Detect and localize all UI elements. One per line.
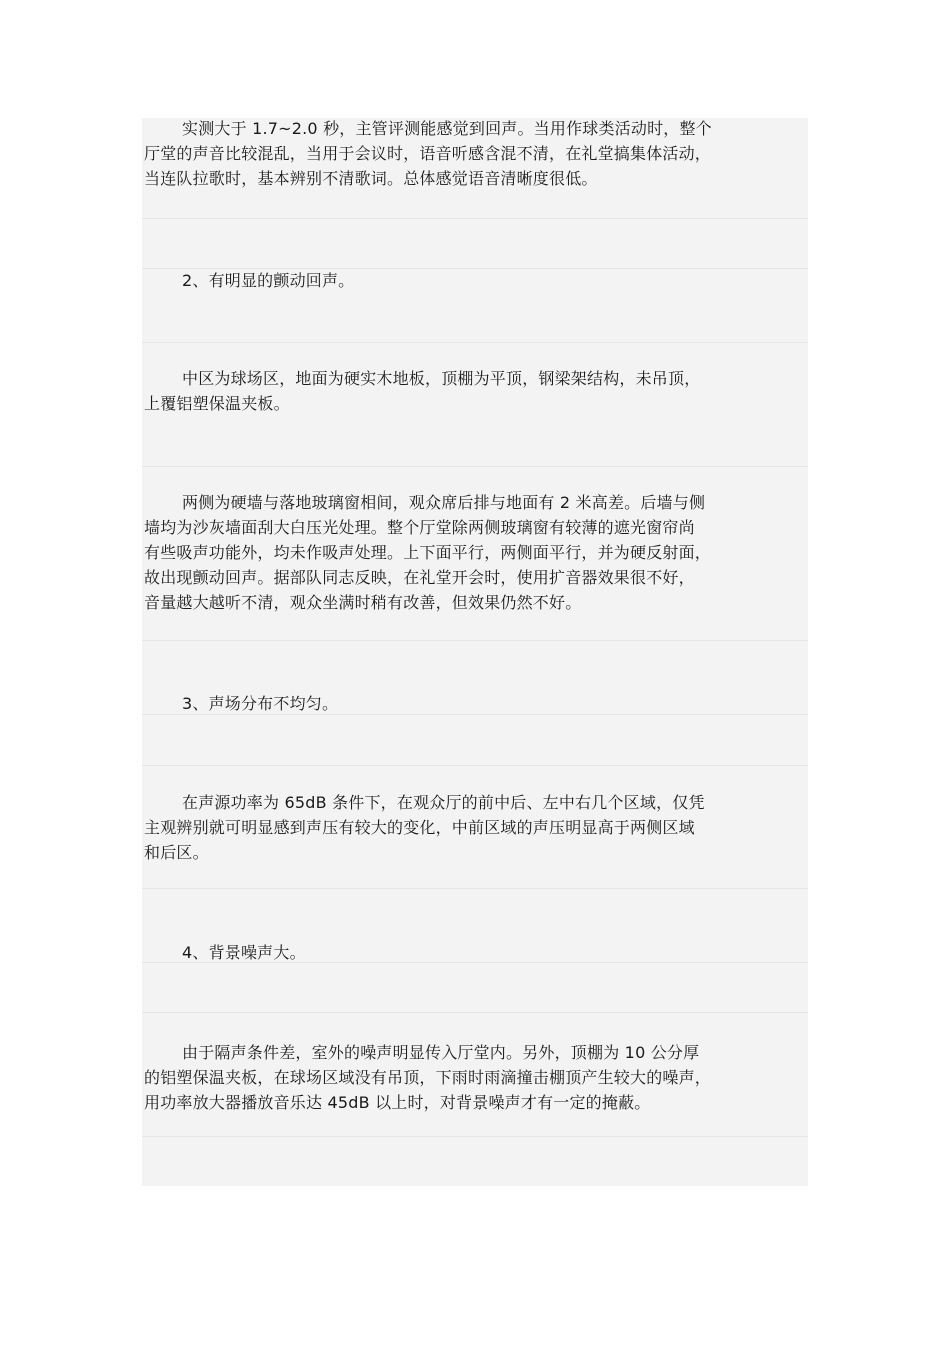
text-line: 墙均为沙灰墙面刮大白压光处理。整个厅堂除两侧玻璃窗有较薄的遮光窗帘尚 <box>144 518 695 537</box>
heading-text: 4、背景噪声大。 <box>182 943 306 962</box>
text-line: 两侧为硬墙与落地玻璃窗相间，观众席后排与地面有 2 米高差。后墙与侧 <box>182 493 706 512</box>
divider <box>142 1012 808 1013</box>
divider <box>142 640 808 641</box>
text-line: 故出现颤动回声。据部队同志反映，在礼堂开会时，使用扩音器效果很不好， <box>144 568 695 587</box>
divider <box>142 1136 808 1137</box>
paragraph-court-area <box>144 366 794 416</box>
text-line: 上覆铝塑保温夹板。 <box>144 394 290 413</box>
text-line: 实测大于 1.7~2.0 秒，主管评测能感觉到回声。当用作球类活动时，整个 <box>182 119 712 138</box>
text-line: 由于隔声条件差，室外的噪声明显传入厅堂内。另外，顶棚为 10 公分厚 <box>182 1043 700 1062</box>
text-line: 中区为球场区，地面为硬实木地板，顶棚为平顶，钢梁架结构，未吊顶， <box>182 369 701 388</box>
section-heading-flutter-echo <box>144 268 794 293</box>
divider <box>142 342 808 343</box>
text-line: 主观辨别就可明显感到声压有较大的变化，中前区域的声压明显高于两侧区域 <box>144 818 695 837</box>
section-heading-sound-field <box>144 691 794 716</box>
text-line: 在声源功率为 65dB 条件下，在观众厅的前中后、左中右几个区域，仅凭 <box>182 793 705 812</box>
text-line: 音量越大越听不清，观众坐满时稍有改善，但效果仍然不好。 <box>144 593 582 612</box>
section-heading-background-noise <box>144 940 794 965</box>
paragraph-reverberation <box>144 116 794 191</box>
text-line: 当连队拉歌时，基本辨别不清歌词。总体感觉语音清晰度很低。 <box>144 169 598 188</box>
text-line: 和后区。 <box>144 843 209 862</box>
divider <box>142 466 808 467</box>
text-line: 用功率放大器播放音乐达 45dB 以上时，对背景噪声才有一定的掩蔽。 <box>144 1093 651 1112</box>
paragraph-noise-insulation <box>144 1040 794 1115</box>
paragraph-sound-pressure <box>144 790 794 865</box>
heading-text: 2、有明显的颤动回声。 <box>182 271 355 290</box>
heading-text: 3、声场分布不均匀。 <box>182 694 339 713</box>
divider <box>142 765 808 766</box>
paragraph-walls <box>144 490 794 615</box>
divider <box>142 218 808 219</box>
text-line: 的铝塑保温夹板，在球场区域没有吊顶，下雨时雨滴撞击棚顶产生较大的噪声， <box>144 1068 712 1087</box>
text-line: 厅堂的声音比较混乱，当用于会议时，语音听感含混不清，在礼堂搞集体活动， <box>144 144 712 163</box>
divider <box>142 888 808 889</box>
text-line: 有些吸声功能外，均未作吸声处理。上下面平行，两侧面平行，并为硬反射面， <box>144 543 712 562</box>
